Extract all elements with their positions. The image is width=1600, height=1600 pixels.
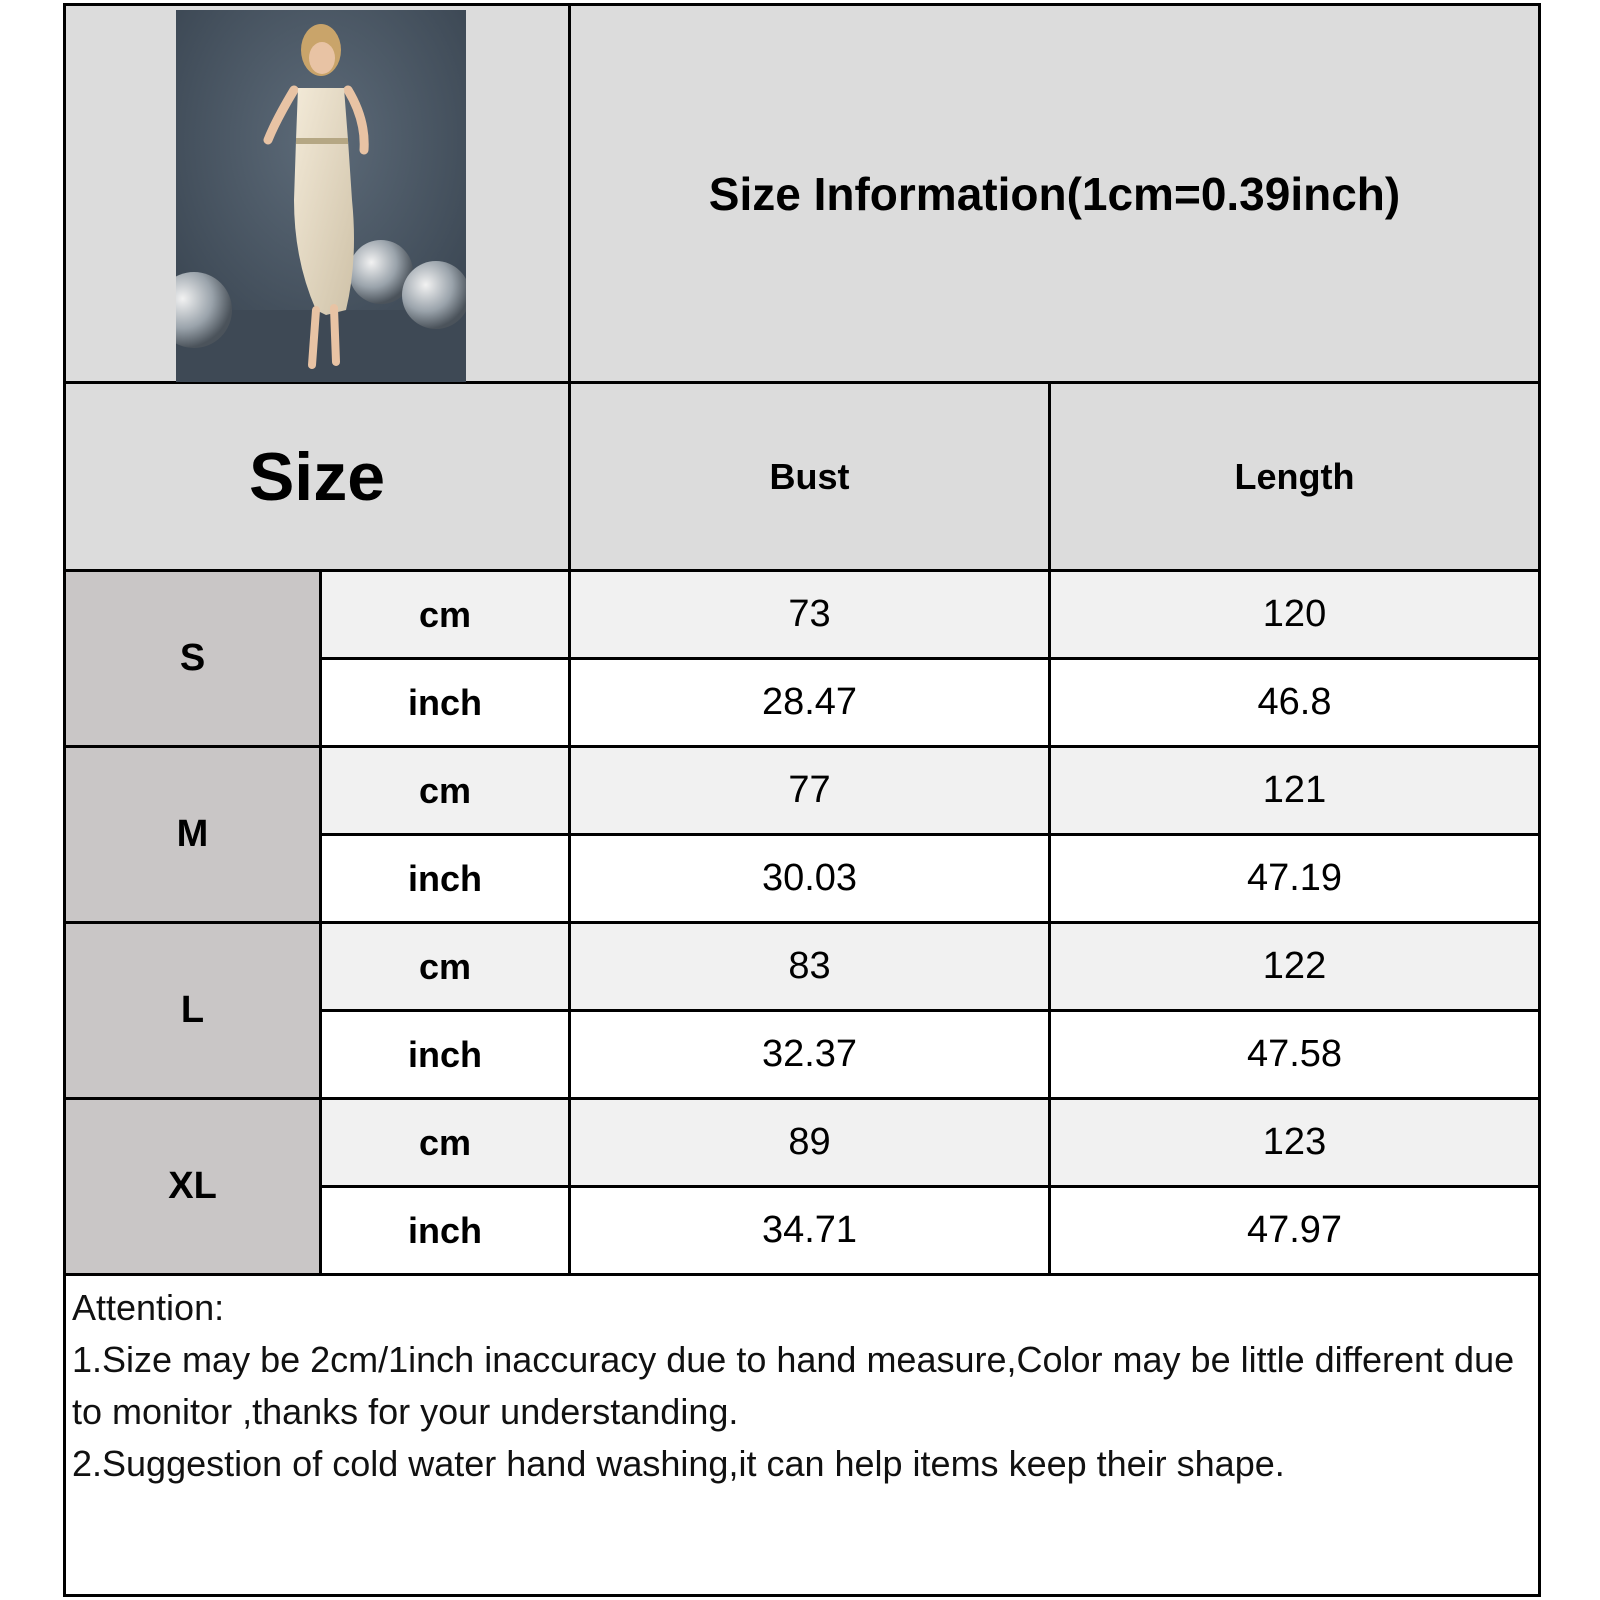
- length-value: 47.97: [1051, 1188, 1538, 1276]
- size-label-m: M: [66, 748, 322, 924]
- length-value: 47.58: [1051, 1012, 1538, 1100]
- bust-value: 34.71: [571, 1188, 1051, 1276]
- bust-header: Bust: [571, 384, 1051, 572]
- unit-cell: inch: [322, 836, 571, 924]
- unit-cell: cm: [322, 572, 571, 660]
- length-value: 120: [1051, 572, 1538, 660]
- attention-heading: Attention:: [72, 1287, 225, 1328]
- attention-note-2: 2.Suggestion of cold water hand washing,it can help items keep their shape.: [72, 1443, 1285, 1484]
- length-value: 123: [1051, 1100, 1538, 1188]
- bust-value: 30.03: [571, 836, 1051, 924]
- bust-value: 28.47: [571, 660, 1051, 748]
- size-label-l: L: [66, 924, 322, 1100]
- size-chart: [63, 3, 1541, 1597]
- size-label-s: S: [66, 572, 322, 748]
- length-value: 121: [1051, 748, 1538, 836]
- unit-cell: cm: [322, 748, 571, 836]
- bust-value: 73: [571, 572, 1051, 660]
- model-dress-image: [176, 10, 466, 382]
- bust-value: 32.37: [571, 1012, 1051, 1100]
- attention-notes: [72, 1282, 1522, 1490]
- size-info-title: Size Information(1cm=0.39inch): [571, 6, 1538, 384]
- unit-cell: cm: [322, 924, 571, 1012]
- product-photo: [176, 10, 466, 382]
- bust-value: 77: [571, 748, 1051, 836]
- length-value: 47.19: [1051, 836, 1538, 924]
- size-label-xl: XL: [66, 1100, 322, 1276]
- size-header: Size: [66, 384, 571, 572]
- length-value: 46.8: [1051, 660, 1538, 748]
- product-photo-cell: [66, 6, 571, 384]
- bust-value: 89: [571, 1100, 1051, 1188]
- unit-cell: cm: [322, 1100, 571, 1188]
- unit-cell: inch: [322, 1188, 571, 1276]
- bust-value: 83: [571, 924, 1051, 1012]
- length-header: Length: [1051, 384, 1538, 572]
- length-value: 122: [1051, 924, 1538, 1012]
- attention-note-1: 1.Size may be 2cm/1inch inaccuracy due to hand measure,Color may be little different due to monitor ,thanks for your understanding.: [72, 1339, 1515, 1432]
- unit-cell: inch: [322, 660, 571, 748]
- unit-cell: inch: [322, 1012, 571, 1100]
